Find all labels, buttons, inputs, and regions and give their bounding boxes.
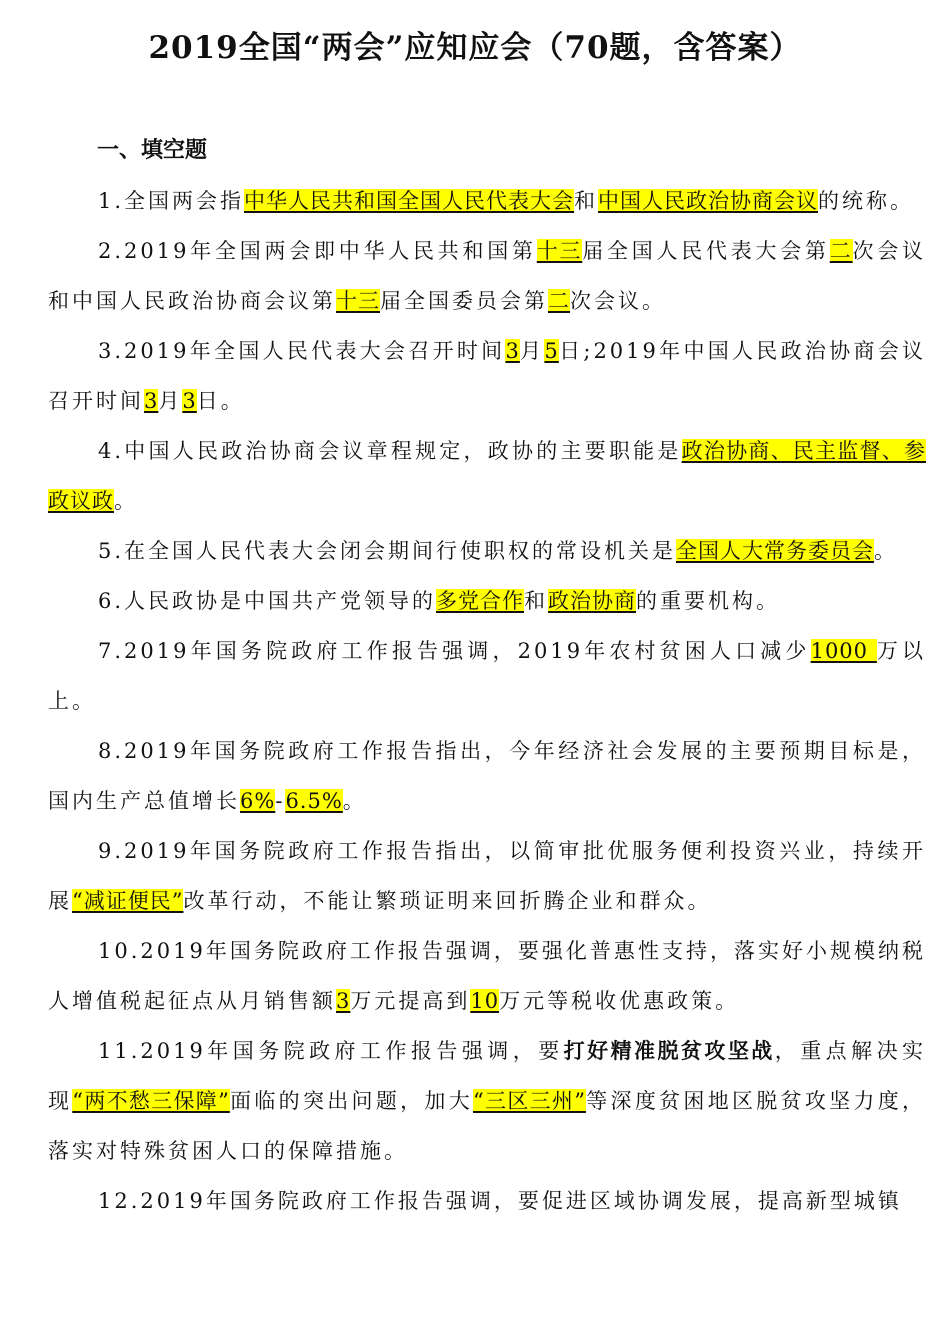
- question-item: [48, 1026, 926, 1176]
- answer-highlight: 6%: [240, 789, 276, 813]
- question-text: 5.在全国人民代表大会闭会期间行使职权的常设机关是: [98, 539, 677, 563]
- question-text: 万元提高到: [350, 989, 471, 1013]
- question-text: 改革行动，不能让繁琐证明来回折腾企业和群众。: [183, 889, 712, 913]
- question-text: ，重点解决实现: [48, 1039, 927, 1113]
- question-text: 届全国委员会第: [380, 289, 548, 313]
- answer-highlight: 全国人大常务委员会: [676, 539, 875, 563]
- question-item: [48, 176, 926, 226]
- question-text: 次会议和中国人民政治协商会议第: [48, 239, 927, 313]
- question-text: 万以上。: [48, 639, 927, 713]
- answer-highlight: 10: [470, 989, 500, 1013]
- answer-highlight: 十三: [536, 239, 583, 263]
- answer-highlight: “三区三州”: [473, 1089, 586, 1113]
- question-text: 4.中国人民政治协商会议章程规定，政协的主要职能是: [98, 439, 682, 463]
- answer-highlight: 3: [336, 989, 351, 1013]
- document-title: 2019全国“两会”应知应会（70题，含答案）: [148, 30, 802, 66]
- question-item: [48, 726, 926, 826]
- answer-highlight: 政治协商: [548, 589, 637, 613]
- question-text: 1.全国两会指: [98, 189, 245, 213]
- question-text: 2.2019年全国两会即中华人民共和国第: [98, 239, 537, 263]
- question-text: 面临的突出问题，加大: [229, 1089, 474, 1113]
- answer-highlight: 1000: [810, 639, 877, 663]
- question-text: 9.2019年国务院政府工作报告指出，以简审批优服务便利投资兴业，持续开展: [48, 839, 926, 913]
- answer-highlight: “两不愁三保障”: [72, 1089, 230, 1113]
- question-text: 月: [158, 389, 183, 413]
- answer-highlight: 多党合作: [436, 589, 525, 613]
- question-text: 7.2019年国务院政府工作报告强调，2019年农村贫困人口减少: [98, 639, 811, 663]
- question-text: 3.2019年全国人民代表大会召开时间: [98, 339, 506, 363]
- question-item: [48, 926, 926, 1026]
- answer-highlight: 5: [544, 339, 559, 363]
- question-text: 。: [114, 489, 138, 513]
- answer-highlight: 政治协商、民主监督、参政议政: [48, 439, 926, 513]
- question-text: 。: [874, 539, 899, 563]
- question-text: 8.2019年国务院政府工作报告指出，今年经济社会发展的主要预期目标是，国内生产总值增长: [48, 739, 926, 813]
- question-list: [48, 176, 926, 1226]
- question-text: 的统称。: [818, 189, 915, 213]
- question-text: 的重要机构。: [636, 589, 781, 613]
- question-text: 日。: [196, 389, 245, 413]
- answer-highlight: 6.5%: [285, 789, 343, 813]
- question-text: 月: [519, 339, 545, 363]
- question-item: [48, 526, 926, 576]
- question-item: [48, 626, 926, 726]
- question-item: [48, 426, 926, 526]
- question-text: 6.人民政协是中国共产党领导的: [98, 589, 437, 613]
- question-text: -: [275, 789, 286, 813]
- answer-highlight: 二: [548, 289, 570, 313]
- answer-highlight: 3: [505, 339, 520, 363]
- question-text: 10.2019年国务院政府工作报告强调，要强化普惠性支持，落实好小规模纳税人增值税起征点从月销售额: [48, 939, 926, 1013]
- answer-highlight: 3: [182, 389, 197, 413]
- question-text: 日;2019年中国人民政治协商会议召开时间: [48, 339, 927, 413]
- question-item: [48, 576, 926, 626]
- question-text: 次会议。: [570, 289, 666, 313]
- answer-highlight: 十三: [336, 289, 380, 313]
- answer-highlight: 二: [829, 239, 853, 263]
- question-item: [48, 826, 926, 926]
- question-text: 12.2019年国务院政府工作报告强调，要促进区域协调发展，提高新型城镇: [98, 1189, 902, 1213]
- question-item: [48, 1176, 926, 1226]
- question-text: 等深度贫困地区脱贫攻坚力度，落实对特殊贫困人口的保障措施。: [48, 1089, 927, 1163]
- question-item: [48, 326, 926, 426]
- answer-highlight: “减证便民”: [72, 889, 184, 913]
- answer-highlight: 3: [144, 389, 159, 413]
- question-text: 11.2019年国务院政府工作报告强调，要: [98, 1039, 564, 1063]
- question-text: 打好精准脱贫攻坚战: [563, 1038, 775, 1063]
- question-text: 。: [342, 789, 367, 813]
- question-text: 和: [574, 189, 599, 213]
- question-item: [48, 226, 926, 326]
- question-text: 万元等税收优惠政策。: [499, 989, 740, 1013]
- question-text: 届全国人民代表大会第: [582, 239, 830, 263]
- answer-highlight: 中国人民政治协商会议: [598, 189, 819, 213]
- answer-highlight: 中华人民共和国全国人民代表大会: [244, 189, 575, 213]
- question-text: 和: [524, 589, 549, 613]
- section-heading: 一、填空题: [97, 138, 208, 163]
